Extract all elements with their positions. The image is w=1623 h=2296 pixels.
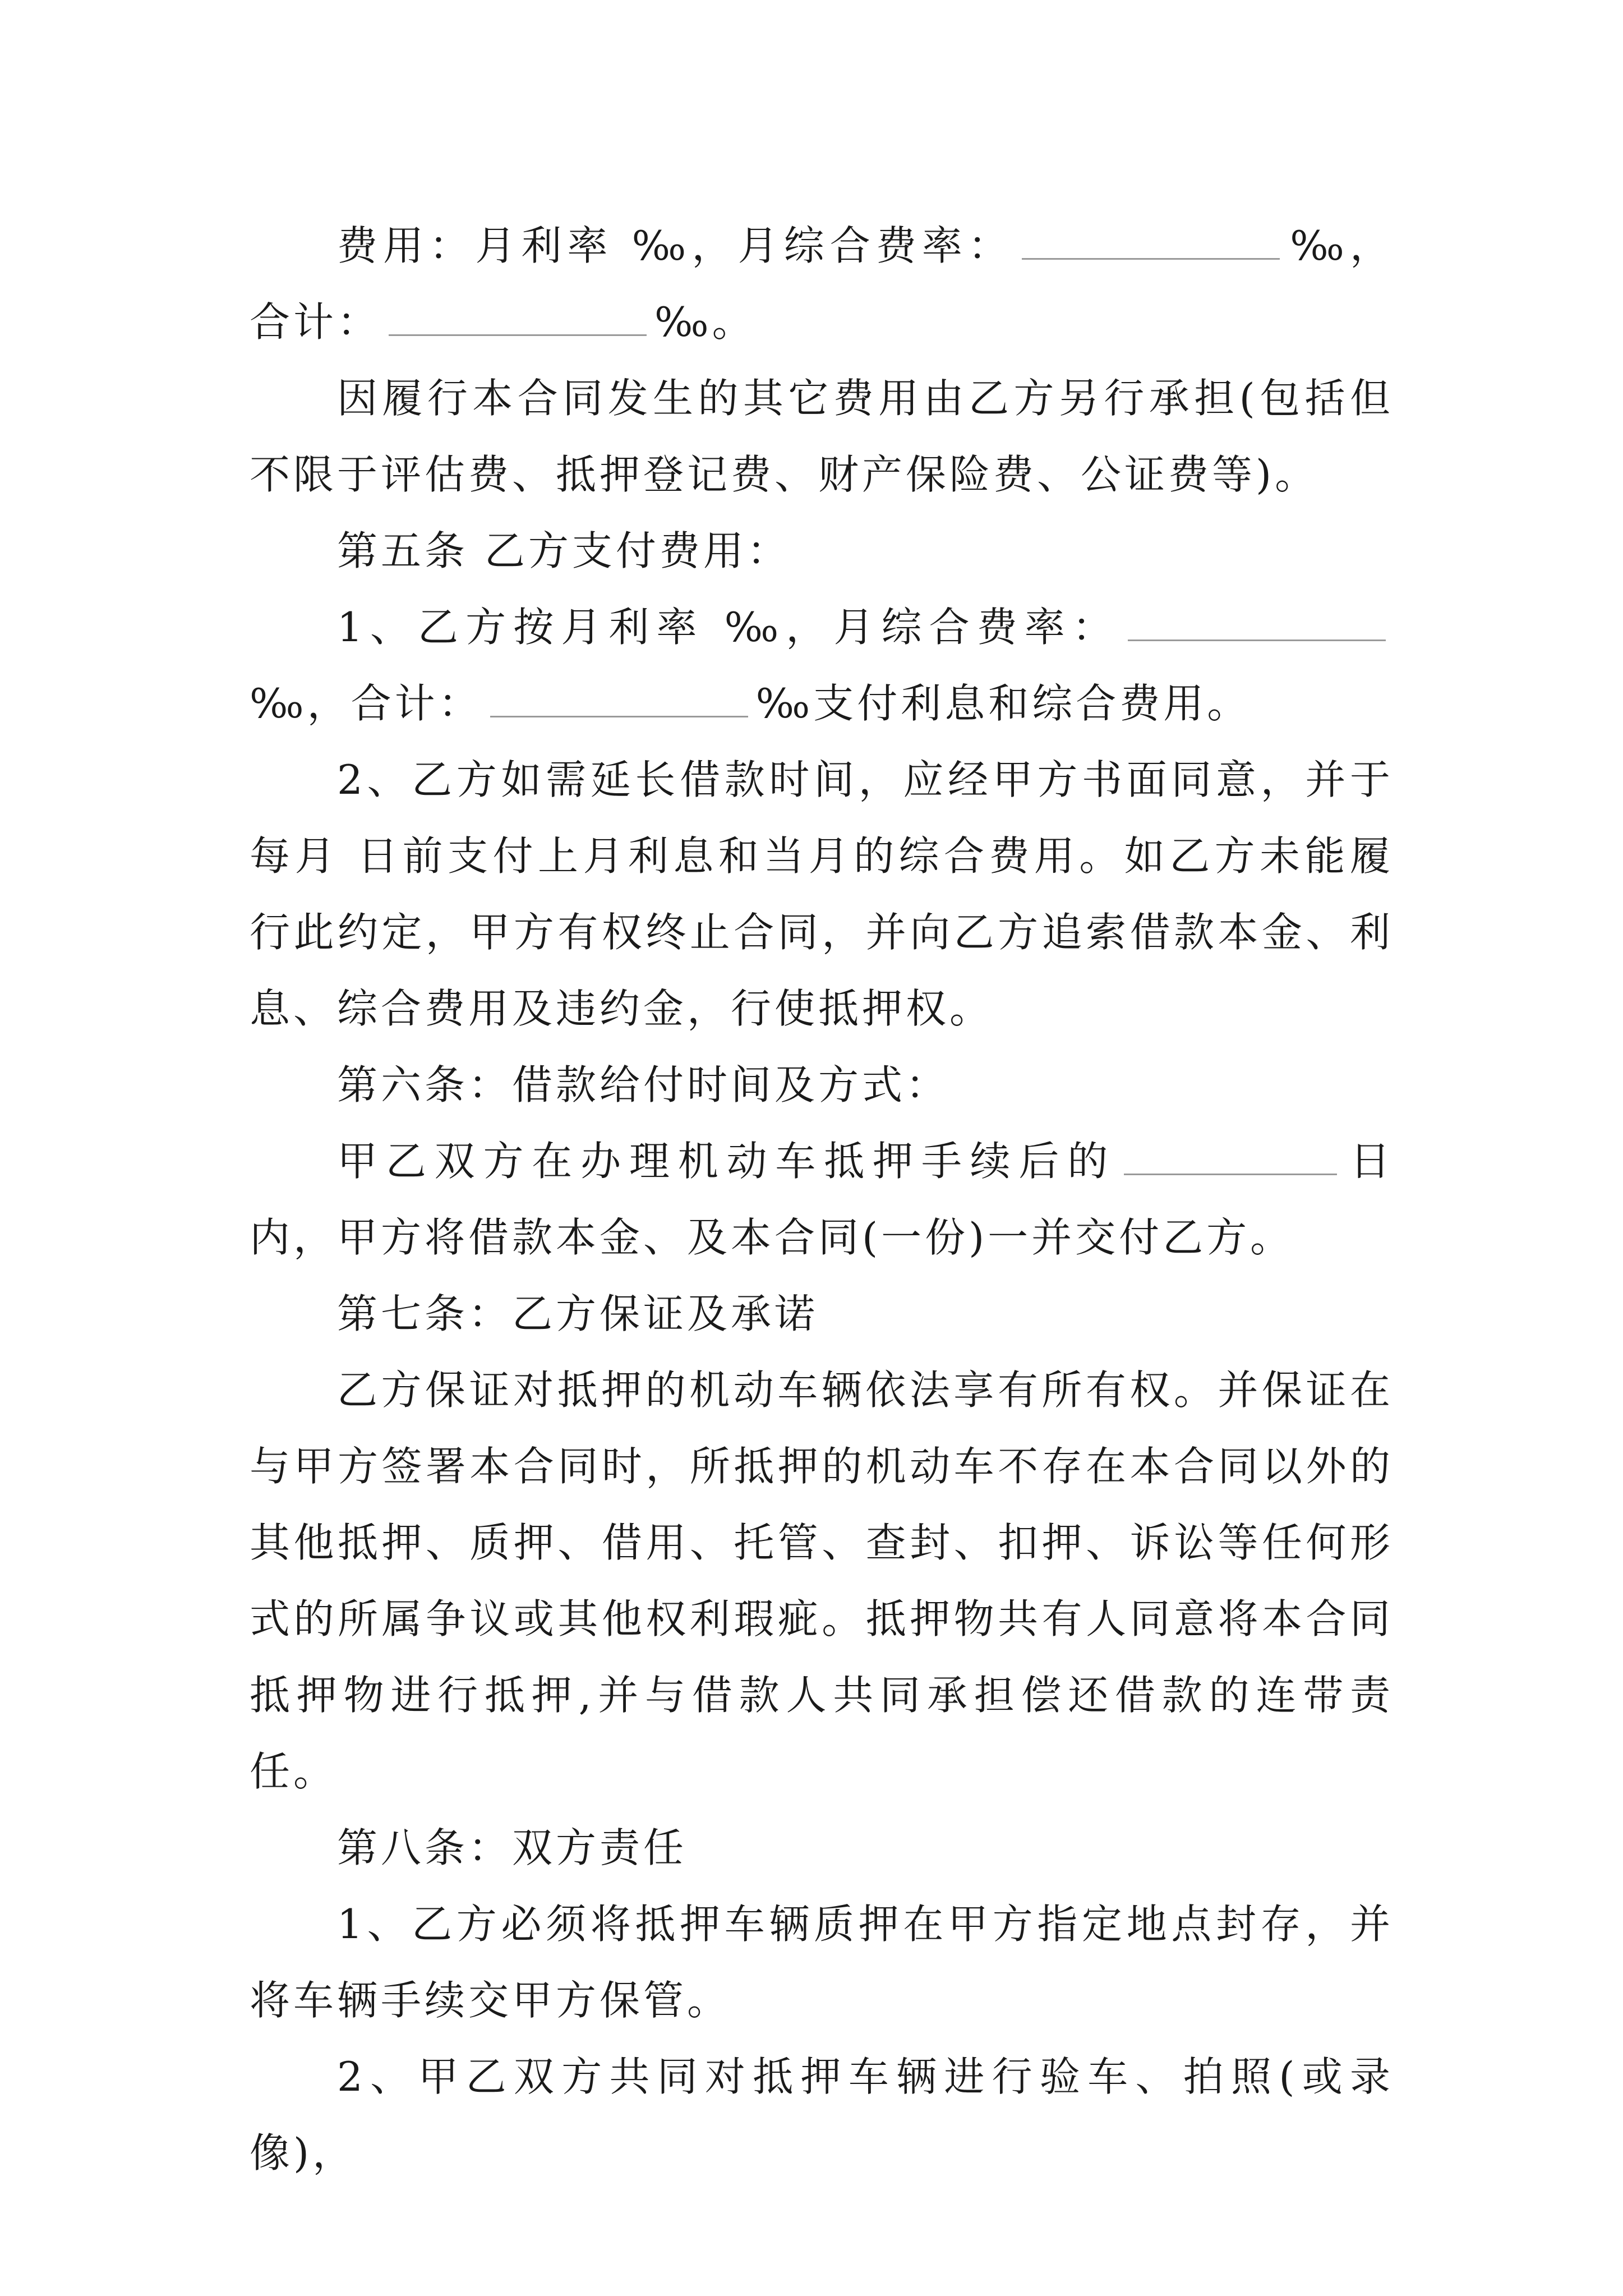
article-8-heading: 第八条：双方责任 bbox=[337, 1824, 688, 1871]
payment-fee-rate-blank bbox=[1128, 606, 1386, 641]
payment-total-text: ‰，合计： bbox=[250, 680, 482, 727]
delivery-days-blank bbox=[1124, 1140, 1337, 1175]
loan-delivery-paragraph bbox=[250, 1123, 1394, 1276]
guarantee-paragraph: 乙方保证对抵押的机动车辆依法享有所有权。并保证在与甲方签署本合同时，所抵押的机动车不存在本合同以外的其他抵押、质押、借用、托管、查封、扣押、诉讼等任何形式的所属争议或其他权利瑕疵。抵押物共有人同意将本合同抵押物进行抵押,并与借款人共同承担偿还借款的连带责任。 bbox=[250, 1366, 1394, 1795]
payment-total-end-text: ‰支付利息和综合费用。 bbox=[755, 680, 1251, 727]
extension-paragraph: 2、乙方如需延长借款时间，应经甲方书面同意，并于每月 日前支付上月利息和当月的综合费用。如乙方未能履行此约定，甲方有权终止合同，并向乙方追索借款本金、利息、综合费用及违约金，行使抵押权。 bbox=[250, 756, 1394, 1032]
fee-total-text: ‰，合计： bbox=[250, 222, 1394, 346]
loan-delivery-text: 甲乙双方在办理机动车抵押手续后的 bbox=[337, 1138, 1117, 1185]
storage-responsibility-paragraph: 1、乙方必须将抵押车辆质押在甲方指定地点封存，并将车辆手续交甲方保管。 bbox=[250, 1901, 1394, 2024]
fee-rate-paragraph bbox=[250, 208, 1394, 360]
payment-rate-paragraph bbox=[250, 589, 1394, 742]
loan-delivery-end-text: 日内，甲方将借款本金、及本合同(一份)一并交付乙方。 bbox=[250, 1138, 1394, 1261]
contract-body bbox=[250, 208, 1394, 2191]
article-7-heading: 第七条：乙方保证及承诺 bbox=[337, 1290, 819, 1337]
monthly-fee-rate-blank bbox=[1022, 224, 1280, 260]
other-fees-paragraph: 因履行本合同发生的其它费用由乙方另行承担(包括但不限于评估费、抵押登记费、财产保险费、公证费等)。 bbox=[250, 375, 1394, 498]
article-6-heading: 第六条：借款给付时间及方式： bbox=[337, 1061, 950, 1108]
payment-rate-text: 1、乙方按月利率 ‰，月综合费率： bbox=[337, 604, 1120, 651]
payment-total-blank bbox=[490, 682, 748, 717]
inspection-paragraph: 2、甲乙双方共同对抵押车辆进行验车、拍照(或录像)， bbox=[250, 2053, 1394, 2177]
fee-total-end-text: ‰。 bbox=[654, 298, 756, 346]
fee-total-blank bbox=[389, 301, 647, 336]
article-5-heading: 第五条 乙方支付费用： bbox=[337, 527, 791, 574]
fee-rate-text: 费用：月利率 ‰，月综合费率： bbox=[337, 222, 1015, 269]
